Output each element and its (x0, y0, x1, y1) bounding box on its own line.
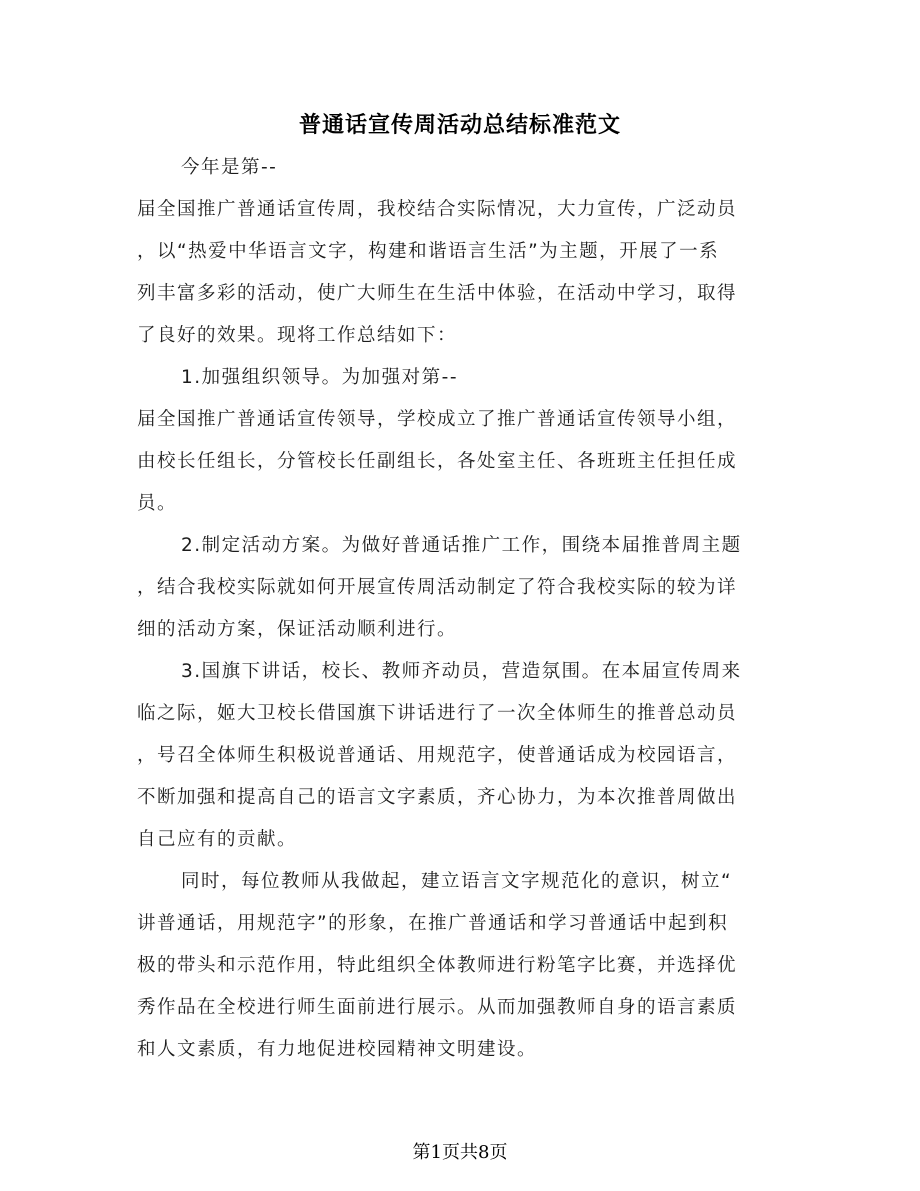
paragraph-line: 讲普通话，用规范字”的形象，在推广普通话和学习普通话中起到积 (137, 913, 729, 934)
paragraph-line: ，以“热爱中华语言文字，构建和谐语言生活”为主题，开展了一系 (137, 241, 720, 262)
paragraph-line: 不断加强和提高自己的语言文字素质，齐心协力，为本次推普周做出 (137, 787, 738, 808)
document-title: 普通话宣传周活动总结标准范文 (298, 113, 621, 138)
paragraph-line: ，结合我校实际就如何开展宣传周活动制定了符合我校实际的较为详 (137, 577, 738, 598)
list-item-heading: 2.制定活动方案。为做好普通话推广工作，围绕本届推普周主题 (181, 535, 742, 556)
paragraph-line: 细的活动方案，保证活动顺利进行。 (137, 619, 458, 640)
paragraph-line: 极的带头和示范作用，特此组织全体教师进行粉笔字比赛，并选择优 (137, 955, 738, 976)
paragraph-line: ，号召全体师生积极说普通话、用规范字，使普通话成为校园语言， (137, 745, 738, 766)
list-item-heading: 1.加强组织领导。为加强对第-- (181, 367, 459, 388)
paragraph-line: 临之际，姬大卫校长借国旗下讲话进行了一次全体师生的推普总动员 (137, 703, 738, 724)
paragraph-line: 秀作品在全校进行师生面前进行展示。从而加强教师自身的语言素质 (137, 997, 738, 1018)
paragraph-line: 了良好的效果。现将工作总结如下： (137, 325, 458, 346)
paragraph-line: 届全国推广普通话宣传领导，学校成立了推广普通话宣传领导小组， (137, 409, 738, 430)
paragraph-line: 届全国推广普通话宣传周，我校结合实际情况，大力宣传，广泛动员 (137, 199, 738, 220)
paragraph-line: 和人文素质，有力地促进校园精神文明建设。 (137, 1039, 538, 1060)
paragraph-line: 同时，每位教师从我做起，建立语言文字规范化的意识，树立“ (181, 871, 733, 892)
list-item-heading: 3.国旗下讲话，校长、教师齐动员，营造氛围。在本届宣传周来 (181, 661, 742, 682)
paragraph-line: 今年是第-- (181, 157, 278, 178)
paragraph-line: 列丰富多彩的活动，使广大师生在生活中体验，在活动中学习，取得 (137, 283, 738, 304)
page-number: 第1页共8页 (412, 1142, 508, 1163)
paragraph-line: 员。 (137, 493, 178, 514)
paragraph-line: 由校长任组长，分管校长任副组长，各处室主任、各班班主任担任成 (137, 451, 738, 472)
paragraph-line: 自己应有的贡献。 (137, 829, 298, 850)
